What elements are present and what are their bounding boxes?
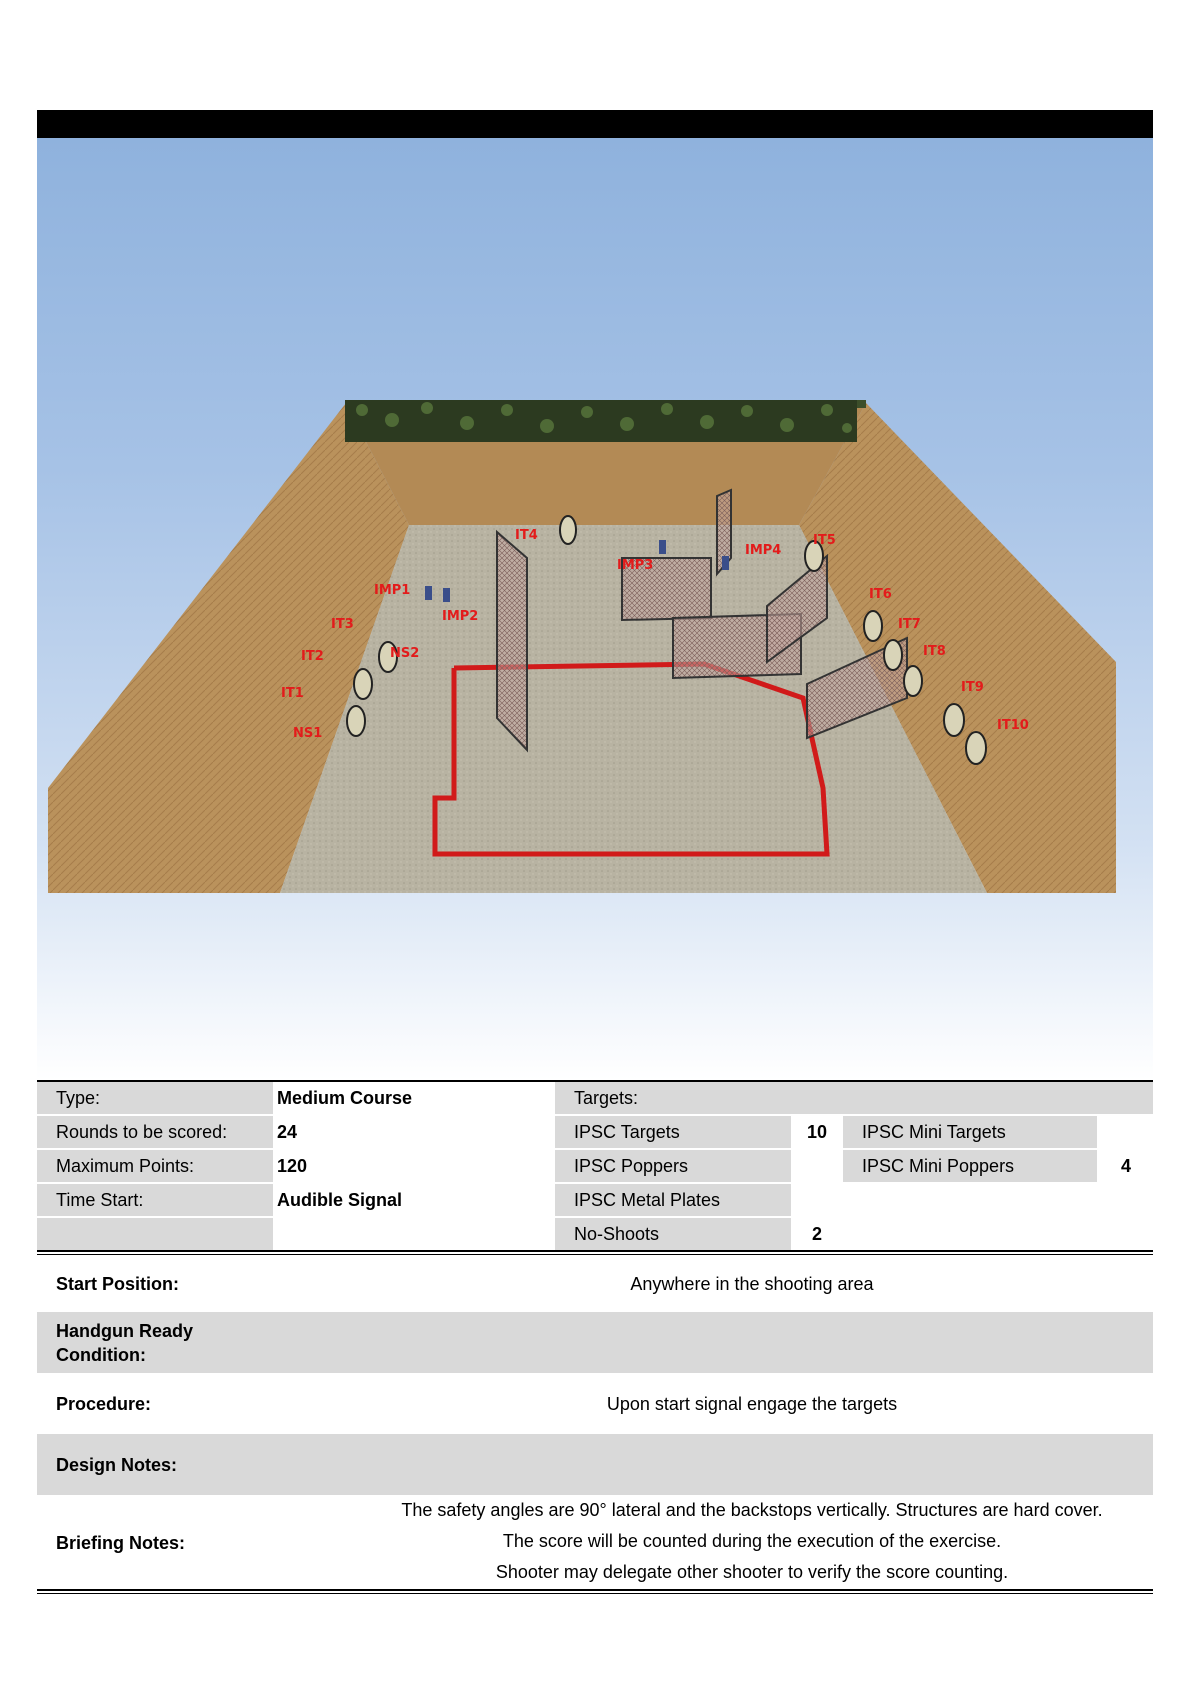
table-bottom-rule-2 <box>37 1254 1153 1255</box>
label-it8: IT8 <box>923 644 946 659</box>
procedure-row <box>37 1373 1153 1434</box>
briefing-line: Shooter may delegate other shooter to verify the score counting. <box>495 1562 1009 1582</box>
type-value: Medium Course <box>277 1088 413 1108</box>
briefing-notes-row <box>37 1495 1153 1589</box>
label-imp2: IMP2 <box>442 609 479 624</box>
table-bottom-rule-1 <box>37 1250 1153 1252</box>
stage-diagram <box>37 138 1153 1080</box>
time-start-value: Audible Signal <box>277 1190 403 1210</box>
no-shoots-value: 2 <box>811 1224 822 1244</box>
design-notes-row <box>37 1434 1153 1495</box>
ready-label-line2: Condition: <box>56 1345 146 1365</box>
rounds-value: 24 <box>277 1122 298 1142</box>
start-position-text: Anywhere in the shooting area <box>630 1274 874 1294</box>
mini-poppers-label: IPSC Mini Poppers <box>843 1150 1097 1182</box>
label-it1: IT1 <box>281 686 304 701</box>
stage-info-table <box>37 1080 1153 1254</box>
start-position-label: Start Position: <box>56 1274 180 1294</box>
footer-rule-2 <box>37 1593 1153 1594</box>
ipsc-targets-label: IPSC Targets <box>555 1116 791 1148</box>
design-notes-label: Design Notes: <box>56 1455 178 1475</box>
label-it9: IT9 <box>961 680 984 695</box>
type-label: Type: <box>37 1082 273 1114</box>
label-imp1: IMP1 <box>374 583 411 598</box>
label-it7: IT7 <box>898 617 921 632</box>
ipsc-targets-value: 10 <box>806 1122 828 1142</box>
label-ns1: NS1 <box>293 726 323 741</box>
footer-rule-1 <box>37 1589 1153 1591</box>
ready-label-line1: Handgun Ready <box>56 1321 194 1341</box>
time-start-label: Time Start: <box>37 1184 273 1216</box>
ready-condition-row <box>37 1312 1153 1373</box>
targets-label: Targets: <box>555 1082 1153 1114</box>
header-bar <box>37 110 1153 138</box>
label-ns2: NS2 <box>390 646 420 661</box>
ipsc-metal-label: IPSC Metal Plates <box>555 1184 791 1216</box>
label-it6: IT6 <box>869 587 892 602</box>
start-position-row <box>37 1256 1153 1312</box>
label-it5: IT5 <box>813 533 836 548</box>
points-label: Maximum Points: <box>37 1150 273 1182</box>
ipsc-poppers-label: IPSC Poppers <box>555 1150 791 1182</box>
briefing-line: The safety angles are 90° lateral and the backstops vertically. Structures are hard cover. <box>401 1500 1103 1520</box>
empty-label-cell <box>37 1218 273 1250</box>
no-shoots-label: No-Shoots <box>555 1218 791 1250</box>
label-it10: IT10 <box>997 718 1029 733</box>
label-imp4: IMP4 <box>745 543 782 558</box>
procedure-text: Upon start signal engage the targets <box>606 1394 898 1414</box>
label-it4: IT4 <box>515 528 538 543</box>
mini-targets-label: IPSC Mini Targets <box>843 1116 1097 1148</box>
label-it3: IT3 <box>331 617 354 632</box>
rounds-label: Rounds to be scored: <box>37 1116 273 1148</box>
briefing-line: The score will be counted during the execution of the exercise. <box>502 1531 1002 1551</box>
briefing-notes-label: Briefing Notes: <box>56 1533 186 1553</box>
label-imp3: IMP3 <box>617 558 654 573</box>
label-it2: IT2 <box>301 649 324 664</box>
mini-poppers-value: 4 <box>1120 1156 1131 1176</box>
procedure-label: Procedure: <box>56 1394 152 1414</box>
stage-render <box>37 138 1153 1080</box>
points-value: 120 <box>277 1156 308 1176</box>
